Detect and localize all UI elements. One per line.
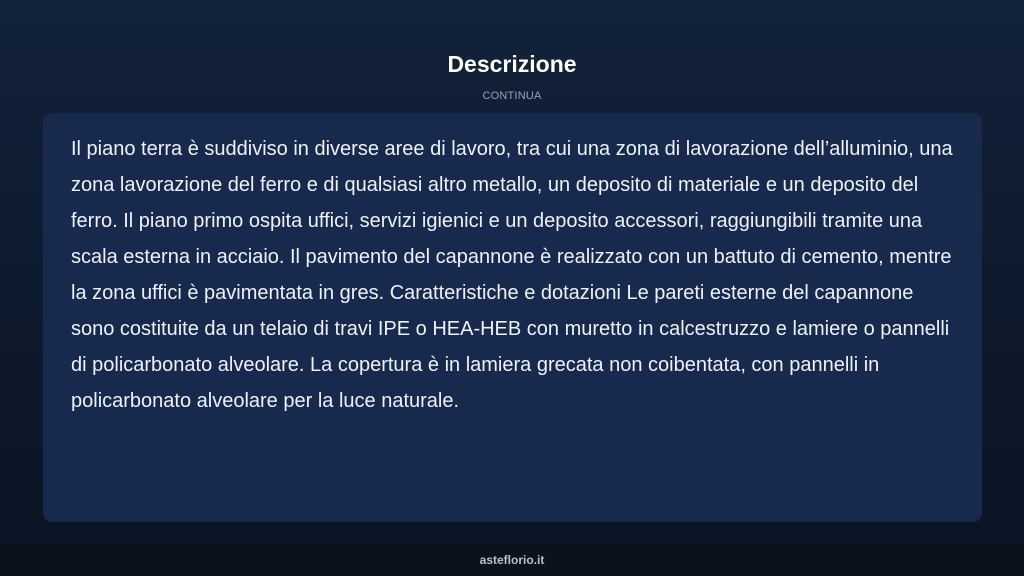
page-title: Descrizione (447, 51, 577, 77)
footer-site-label: asteflorio.it (479, 553, 545, 567)
continua-label: CONTINUA (482, 90, 542, 102)
description-text: Il piano terra è suddiviso in diverse aree di lavoro, tra cui una zona di lavorazione dell’alluminio, una zona lavorazione del ferro e di qualsiasi altro metallo, un deposito di materiale e un deposito del ferro. Il piano primo ospita uffici, servizi igienici e un deposito accessori, raggiungibili tramite una scala esterna in acciaio. Il pavimento del capannone è realizzato con un battuto di cemento, mentre la zona uffici è pavimentata in gres. Caratteristiche e dotazioni Le pareti esterne del capannone sono costituite da un telaio di travi IPE o HEA-HEB con muretto in calcestruzzo e lamiere o pannelli di policarbonato alveolare. La copertura è in lamiera grecata non coibentata, con pannelli in policarbonato alveolare per la luce naturale. (71, 138, 953, 412)
footer-bar (0, 544, 1024, 576)
description-card (43, 113, 982, 522)
